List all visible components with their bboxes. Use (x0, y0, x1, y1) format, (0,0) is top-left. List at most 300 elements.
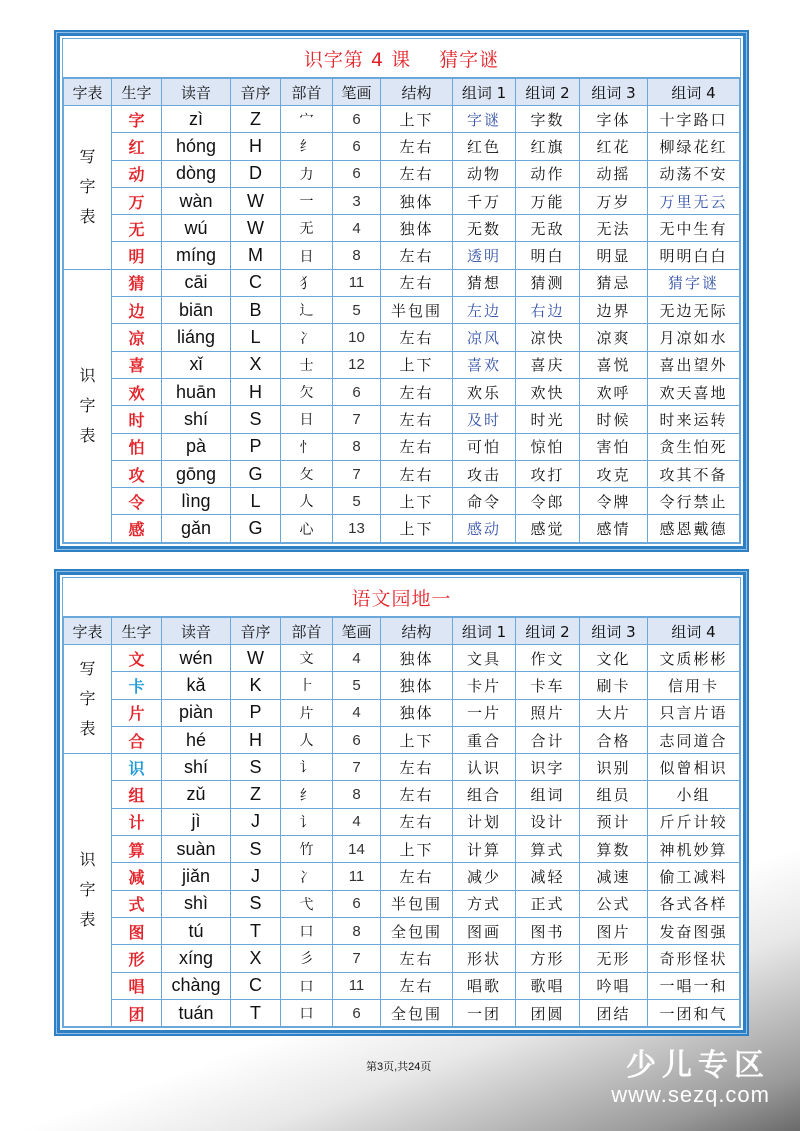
column-header: 笔画 (333, 79, 381, 106)
word-3: 时候 (580, 406, 648, 433)
radical: ⺊ (281, 672, 333, 699)
word-4: 猜字谜 (648, 269, 740, 296)
character-table (63, 78, 740, 543)
stroke-count: 10 (333, 324, 381, 351)
table-row (64, 836, 740, 863)
new-character: 动 (112, 160, 162, 187)
pinyin: tú (162, 917, 231, 944)
column-header: 组词 1 (453, 79, 516, 106)
phonetic-order: Z (231, 106, 281, 133)
stroke-count: 8 (333, 781, 381, 808)
word-2: 欢快 (516, 378, 580, 405)
pinyin: wén (162, 645, 231, 672)
table-title (63, 39, 740, 78)
phonetic-order: H (231, 378, 281, 405)
lesson-title: 识字第 4 课 (303, 48, 412, 71)
word-4: 欢天喜地 (648, 378, 740, 405)
radical: 人 (281, 726, 333, 753)
word-1: 计划 (453, 808, 516, 835)
structure: 左右 (381, 433, 453, 460)
word-1: 一团 (453, 999, 516, 1026)
new-character: 猜 (112, 269, 162, 296)
structure: 半包围 (381, 890, 453, 917)
header-row (64, 79, 740, 106)
table-row (64, 917, 740, 944)
word-3: 边界 (580, 297, 648, 324)
word-2: 设计 (516, 808, 580, 835)
table-title (63, 578, 740, 617)
word-3: 减速 (580, 863, 648, 890)
phonetic-order: W (231, 215, 281, 242)
word-2: 万能 (516, 187, 580, 214)
stroke-count: 4 (333, 699, 381, 726)
word-3: 团结 (580, 999, 648, 1026)
stroke-count: 6 (333, 133, 381, 160)
group-label-char: 写 (79, 659, 96, 679)
word-3: 图片 (580, 917, 648, 944)
word-4: 月凉如水 (648, 324, 740, 351)
table-row (64, 433, 740, 460)
word-3: 害怕 (580, 433, 648, 460)
radical: 日 (281, 406, 333, 433)
group-label-char: 识 (79, 850, 96, 870)
word-3: 算数 (580, 836, 648, 863)
word-3: 万岁 (580, 187, 648, 214)
word-1: 及时 (453, 406, 516, 433)
group-label-char: 表 (79, 719, 96, 739)
group-label-char: 字 (79, 880, 96, 900)
word-3: 攻克 (580, 460, 648, 487)
word-3: 公式 (580, 890, 648, 917)
character-table (63, 617, 740, 1027)
header-row (64, 618, 740, 645)
phonetic-order: J (231, 863, 281, 890)
brand-name: 少儿专区 (626, 1048, 770, 1083)
table-row (64, 890, 740, 917)
new-character: 识 (112, 754, 162, 781)
word-3: 感情 (580, 515, 648, 542)
word-3: 预计 (580, 808, 648, 835)
new-character: 万 (112, 187, 162, 214)
word-4: 万里无云 (648, 187, 740, 214)
word-2: 图书 (516, 917, 580, 944)
radical: 忄 (281, 433, 333, 460)
pinyin: zì (162, 106, 231, 133)
word-2: 方形 (516, 945, 580, 972)
word-3: 识别 (580, 754, 648, 781)
group-label (64, 645, 112, 754)
radical: 欠 (281, 378, 333, 405)
phonetic-order: C (231, 972, 281, 999)
word-4: 斤斤计较 (648, 808, 740, 835)
structure: 独体 (381, 645, 453, 672)
table-row (64, 242, 740, 269)
brand-url: www.sezq.com (611, 1082, 770, 1107)
word-2: 卡车 (516, 672, 580, 699)
table-row (64, 297, 740, 324)
column-header: 生字 (112, 79, 162, 106)
word-2: 组词 (516, 781, 580, 808)
radical: 冫 (281, 863, 333, 890)
new-character: 明 (112, 242, 162, 269)
word-1: 猜想 (453, 269, 516, 296)
column-header: 笔画 (333, 618, 381, 645)
phonetic-order: L (231, 324, 281, 351)
stroke-count: 5 (333, 297, 381, 324)
structure: 左右 (381, 863, 453, 890)
pinyin: wàn (162, 187, 231, 214)
column-header: 字表 (64, 618, 112, 645)
pinyin: míng (162, 242, 231, 269)
stroke-count: 6 (333, 890, 381, 917)
word-2: 照片 (516, 699, 580, 726)
phonetic-order: T (231, 917, 281, 944)
radical: 口 (281, 917, 333, 944)
structure: 独体 (381, 187, 453, 214)
stroke-count: 11 (333, 269, 381, 296)
radical: 纟 (281, 781, 333, 808)
radical: 攵 (281, 460, 333, 487)
word-4: 只言片语 (648, 699, 740, 726)
word-4: 无边无际 (648, 297, 740, 324)
table-row (64, 754, 740, 781)
word-3: 刷卡 (580, 672, 648, 699)
stroke-count: 7 (333, 945, 381, 972)
radical: 人 (281, 488, 333, 515)
word-2: 猜测 (516, 269, 580, 296)
structure: 独体 (381, 699, 453, 726)
structure: 上下 (381, 726, 453, 753)
radical: 宀 (281, 106, 333, 133)
column-header: 组词 4 (648, 618, 740, 645)
group-label (64, 269, 112, 542)
stroke-count: 11 (333, 972, 381, 999)
word-1: 一片 (453, 699, 516, 726)
column-header: 部首 (281, 79, 333, 106)
word-4: 信用卡 (648, 672, 740, 699)
word-1: 图画 (453, 917, 516, 944)
pinyin: zǔ (162, 781, 231, 808)
word-2: 歌唱 (516, 972, 580, 999)
word-1: 喜欢 (453, 351, 516, 378)
word-4: 似曾相识 (648, 754, 740, 781)
new-character: 团 (112, 999, 162, 1026)
pinyin: cāi (162, 269, 231, 296)
stroke-count: 11 (333, 863, 381, 890)
phonetic-order: Z (231, 781, 281, 808)
stroke-count: 8 (333, 242, 381, 269)
word-4: 志同道合 (648, 726, 740, 753)
structure: 左右 (381, 160, 453, 187)
column-header: 生字 (112, 618, 162, 645)
pinyin: jiǎn (162, 863, 231, 890)
word-1: 无数 (453, 215, 516, 242)
word-3: 字体 (580, 106, 648, 133)
phonetic-order: P (231, 699, 281, 726)
word-1: 方式 (453, 890, 516, 917)
word-1: 文具 (453, 645, 516, 672)
stroke-count: 7 (333, 754, 381, 781)
table-row (64, 324, 740, 351)
word-3: 文化 (580, 645, 648, 672)
word-4: 奇形怪状 (648, 945, 740, 972)
word-2: 喜庆 (516, 351, 580, 378)
new-character: 卡 (112, 672, 162, 699)
stroke-count: 6 (333, 726, 381, 753)
table-row (64, 808, 740, 835)
phonetic-order: H (231, 133, 281, 160)
word-1: 组合 (453, 781, 516, 808)
phonetic-order: P (231, 433, 281, 460)
word-3: 大片 (580, 699, 648, 726)
pinyin: pà (162, 433, 231, 460)
new-character: 文 (112, 645, 162, 672)
word-3: 明显 (580, 242, 648, 269)
new-character: 攻 (112, 460, 162, 487)
word-2: 时光 (516, 406, 580, 433)
word-1: 凉风 (453, 324, 516, 351)
pinyin: gǎn (162, 515, 231, 542)
radical: 日 (281, 242, 333, 269)
pinyin: hóng (162, 133, 231, 160)
new-character: 怕 (112, 433, 162, 460)
word-1: 重合 (453, 726, 516, 753)
word-1: 命令 (453, 488, 516, 515)
stroke-count: 6 (333, 106, 381, 133)
group-label-char: 字 (79, 689, 96, 709)
word-1: 左边 (453, 297, 516, 324)
word-3: 吟唱 (580, 972, 648, 999)
structure: 上下 (381, 836, 453, 863)
column-header: 结构 (381, 618, 453, 645)
new-character: 时 (112, 406, 162, 433)
table-row (64, 133, 740, 160)
word-3: 无形 (580, 945, 648, 972)
word-1: 千万 (453, 187, 516, 214)
watermark-logo (611, 1040, 770, 1108)
new-character: 片 (112, 699, 162, 726)
word-3: 喜悦 (580, 351, 648, 378)
radical: 口 (281, 972, 333, 999)
pinyin: piàn (162, 699, 231, 726)
phonetic-order: S (231, 836, 281, 863)
word-4: 柳绿花红 (648, 133, 740, 160)
radical: 弋 (281, 890, 333, 917)
phonetic-order: M (231, 242, 281, 269)
column-header: 组词 1 (453, 618, 516, 645)
word-1: 减少 (453, 863, 516, 890)
word-2: 右边 (516, 297, 580, 324)
word-2: 动作 (516, 160, 580, 187)
pinyin: xíng (162, 945, 231, 972)
table-row (64, 781, 740, 808)
structure: 左右 (381, 460, 453, 487)
new-character: 感 (112, 515, 162, 542)
structure: 左右 (381, 972, 453, 999)
column-header: 读音 (162, 79, 231, 106)
new-character: 减 (112, 863, 162, 890)
new-character: 边 (112, 297, 162, 324)
table-row (64, 515, 740, 542)
word-4: 一团和气 (648, 999, 740, 1026)
word-4: 感恩戴德 (648, 515, 740, 542)
radical: 文 (281, 645, 333, 672)
word-4: 贪生怕死 (648, 433, 740, 460)
word-1: 卡片 (453, 672, 516, 699)
new-character: 喜 (112, 351, 162, 378)
structure: 独体 (381, 215, 453, 242)
yuwen-yuandi-table (57, 572, 746, 1033)
structure: 左右 (381, 378, 453, 405)
word-1: 攻击 (453, 460, 516, 487)
word-2: 团圆 (516, 999, 580, 1026)
table-row (64, 863, 740, 890)
word-2: 明白 (516, 242, 580, 269)
table-row (64, 999, 740, 1026)
group-label-char: 字 (79, 395, 96, 415)
word-1: 红色 (453, 133, 516, 160)
pinyin: hé (162, 726, 231, 753)
stroke-count: 5 (333, 488, 381, 515)
pinyin: chàng (162, 972, 231, 999)
stroke-count: 4 (333, 645, 381, 672)
stroke-count: 6 (333, 378, 381, 405)
column-header: 组词 3 (580, 79, 648, 106)
column-header: 音序 (231, 79, 281, 106)
column-header: 读音 (162, 618, 231, 645)
pinyin: biān (162, 297, 231, 324)
phonetic-order: D (231, 160, 281, 187)
phonetic-order: G (231, 515, 281, 542)
word-2: 令郎 (516, 488, 580, 515)
word-4: 小组 (648, 781, 740, 808)
pinyin: tuán (162, 999, 231, 1026)
radical: 口 (281, 999, 333, 1026)
radical: 无 (281, 215, 333, 242)
phonetic-order: K (231, 672, 281, 699)
column-header: 音序 (231, 618, 281, 645)
structure: 左右 (381, 324, 453, 351)
table-row (64, 972, 740, 999)
phonetic-order: W (231, 645, 281, 672)
table-row (64, 460, 740, 487)
phonetic-order: X (231, 945, 281, 972)
word-4: 明明白白 (648, 242, 740, 269)
stroke-count: 4 (333, 808, 381, 835)
phonetic-order: S (231, 890, 281, 917)
new-character: 凉 (112, 324, 162, 351)
word-1: 唱歌 (453, 972, 516, 999)
table-row (64, 351, 740, 378)
word-2: 识字 (516, 754, 580, 781)
structure: 上下 (381, 488, 453, 515)
pinyin: huān (162, 378, 231, 405)
phonetic-order: W (231, 187, 281, 214)
word-2: 作文 (516, 645, 580, 672)
new-character: 合 (112, 726, 162, 753)
word-1: 计算 (453, 836, 516, 863)
word-4: 神机妙算 (648, 836, 740, 863)
column-header: 组词 2 (516, 79, 580, 106)
structure: 上下 (381, 106, 453, 133)
stroke-count: 6 (333, 999, 381, 1026)
radical: 竹 (281, 836, 333, 863)
stroke-count: 12 (333, 351, 381, 378)
lesson-subtitle: 猜字谜 (439, 48, 500, 71)
group-label-char: 识 (79, 365, 96, 385)
phonetic-order: S (231, 406, 281, 433)
radical: 彡 (281, 945, 333, 972)
table-row (64, 269, 740, 296)
word-1: 可怕 (453, 433, 516, 460)
word-1: 感动 (453, 515, 516, 542)
column-header: 组词 2 (516, 618, 580, 645)
word-4: 喜出望外 (648, 351, 740, 378)
group-label-char: 表 (79, 425, 96, 445)
structure: 左右 (381, 781, 453, 808)
stroke-count: 8 (333, 433, 381, 460)
phonetic-order: H (231, 726, 281, 753)
new-character: 字 (112, 106, 162, 133)
stroke-count: 5 (333, 672, 381, 699)
column-header: 部首 (281, 618, 333, 645)
new-character: 组 (112, 781, 162, 808)
group-label (64, 754, 112, 1027)
new-character: 式 (112, 890, 162, 917)
word-1: 认识 (453, 754, 516, 781)
table-row (64, 945, 740, 972)
lesson-4-table (57, 33, 746, 549)
stroke-count: 8 (333, 917, 381, 944)
table-row (64, 645, 740, 672)
word-2: 攻打 (516, 460, 580, 487)
radical: 力 (281, 160, 333, 187)
structure: 全包围 (381, 917, 453, 944)
structure: 独体 (381, 672, 453, 699)
pinyin: jì (162, 808, 231, 835)
column-header: 组词 3 (580, 618, 648, 645)
pinyin: suàn (162, 836, 231, 863)
group-label (64, 106, 112, 270)
radical: 讠 (281, 808, 333, 835)
column-header: 结构 (381, 79, 453, 106)
pinyin: xǐ (162, 351, 231, 378)
stroke-count: 6 (333, 160, 381, 187)
word-3: 令牌 (580, 488, 648, 515)
structure: 左右 (381, 808, 453, 835)
word-4: 时来运转 (648, 406, 740, 433)
word-4: 偷工减料 (648, 863, 740, 890)
word-2: 无敌 (516, 215, 580, 242)
radical: 冫 (281, 324, 333, 351)
table-row (64, 726, 740, 753)
word-1: 形状 (453, 945, 516, 972)
table-row (64, 699, 740, 726)
radical: 士 (281, 351, 333, 378)
table-row (64, 160, 740, 187)
new-character: 红 (112, 133, 162, 160)
new-character: 计 (112, 808, 162, 835)
word-4: 攻其不备 (648, 460, 740, 487)
pinyin: shí (162, 754, 231, 781)
new-character: 无 (112, 215, 162, 242)
pinyin: gōng (162, 460, 231, 487)
pinyin: lìng (162, 488, 231, 515)
stroke-count: 14 (333, 836, 381, 863)
table-row (64, 106, 740, 133)
word-2: 字数 (516, 106, 580, 133)
word-1: 欢乐 (453, 378, 516, 405)
